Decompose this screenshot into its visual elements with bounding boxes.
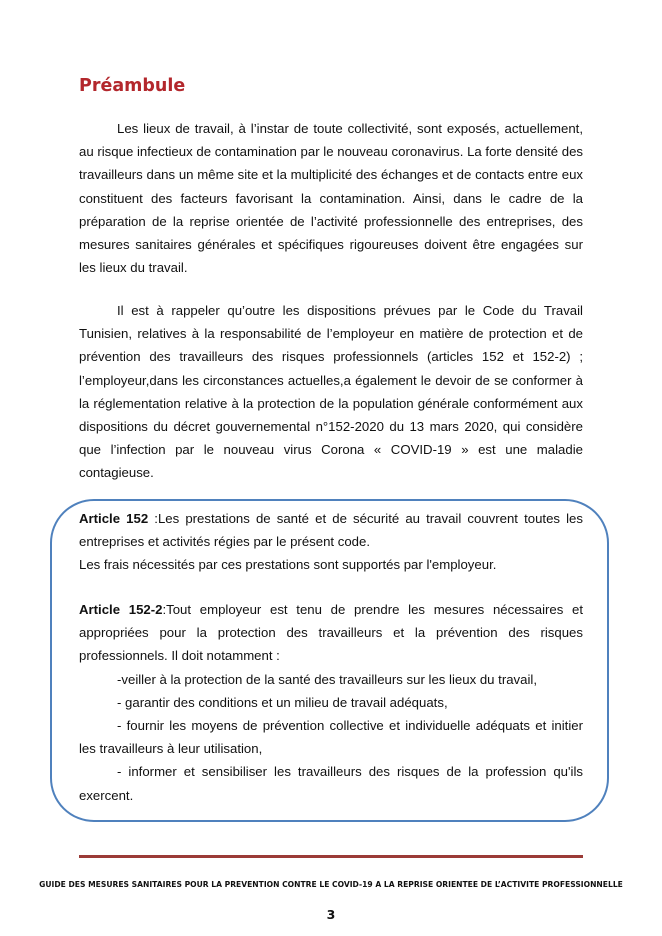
article-152-paragraph <box>79 507 583 553</box>
article-152-2-paragraph <box>79 598 583 668</box>
article-152-label: Article 152 <box>79 511 149 526</box>
list-item: - informer et sensibiliser les travailleurs des risques de la profession qu'ils exercent. <box>79 764 583 803</box>
footer-title: GUIDE DES MESURES SANITAIRES POUR LA PREVENTION CONTRE LE COVID-19 A LA REPRISE ORIENTEE DE L’ACTIVITE PROFESSIONNELLE <box>39 880 623 889</box>
paragraph-intro: Les lieux de travail, à l’instar de toute collectivité, sont exposés, actuellement, au risque infectieux de contamination par le nouveau coronavirus. La forte densité des travailleurs dans un même site et la multiplicité des échanges et de contacts entre eux constituent des facteurs favorisant la contamination. Ainsi, dans le cadre de la préparation de la reprise orientée de l’activité professionnelle des entreprises, des mesures sanitaires générales et spécifiques rigoureuses doivent être engagées sur les lieux du travail. <box>79 121 583 276</box>
article-152-2 <box>79 598 583 807</box>
article-152-2-text: :Tout employeur est tenu de prendre les mesures nécessaires et appropriées pour la protection des travailleurs et la prévention des risques professionnels. Il doit notamment : <box>79 602 584 664</box>
paragraph-legal: Il est à rappeler qu’outre les dispositions prévues par le Code du Travail Tunisien, relatives à la responsabilité de l’employeur en matière de protection et de prévention des travailleurs des risques professionnels (articles 152 et 152-2) ; l’employeur,dans les circonstances actuelles,a également le devoir de se conformer à la réglementation relative à la protection de la population générale conformément aux dispositions du décret gouvernemental n°152-2020 du 13 mars 2020, qui considère que l’infection par le nouveau virus Corona « COVID-19 » est une maladie contagieuse. <box>79 303 583 481</box>
list-item: - garantir des conditions et un milieu de travail adéquats, <box>117 694 448 710</box>
article-152-text2: Les frais nécessités par ces prestations sont supportés par l'employeur. <box>79 557 497 573</box>
footer-divider <box>79 855 583 858</box>
page-number: 3 <box>326 907 336 922</box>
section-heading: Préambule <box>79 76 186 96</box>
article-152-text: :Les prestations de santé et de sécurité au travail couvrent toutes les entreprises et activités régies par le présent code. <box>79 511 583 550</box>
list-item: -veiller à la protection de la santé des travailleurs sur les lieux du travail, <box>117 671 538 687</box>
article-152 <box>79 507 583 577</box>
list-item: - fournir les moyens de prévention collective et individuelle adéquats et initier les travailleurs à leur utilisation, <box>79 718 583 757</box>
article-152-2-label: Article 152-2 <box>79 602 163 617</box>
